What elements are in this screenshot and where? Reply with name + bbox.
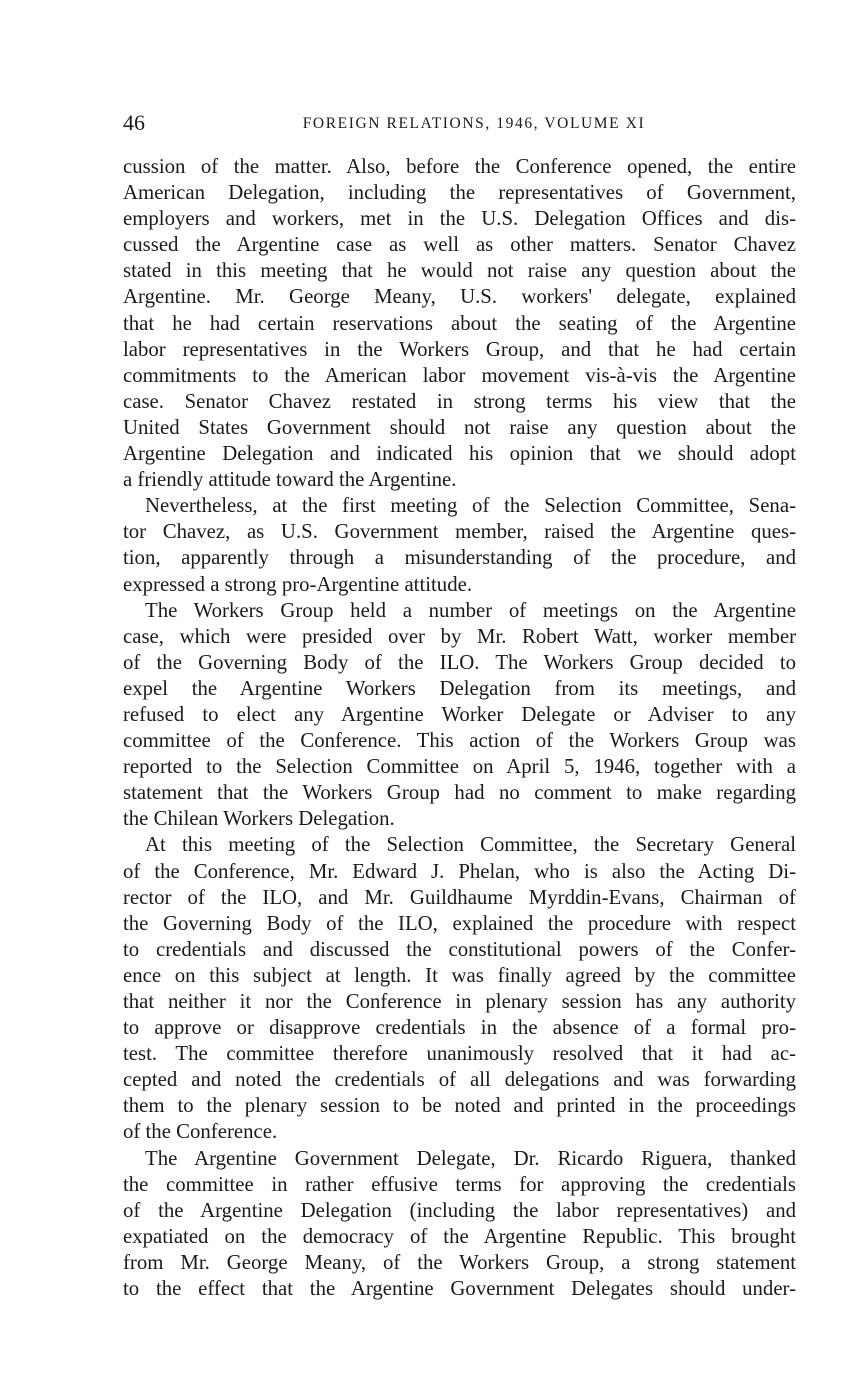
- text-line: of the Argentine Delegation (including the labor representatives) and: [123, 1198, 796, 1222]
- paragraph-4: [123, 832, 796, 1145]
- text-line: to approve or disapprove credentials in the absence of a formal pro-: [123, 1016, 796, 1040]
- text-line: tion, apparently through a misunderstanding of the procedure, and: [123, 546, 796, 570]
- text-line: of the Governing Body of the ILO. The Workers Group decided to: [123, 650, 796, 674]
- text-line: them to the plenary session to be noted and printed in the proceedings: [123, 1094, 796, 1118]
- text-line: American Delegation, including the representatives of Government,: [123, 181, 796, 205]
- text-line: ence on this subject at length. It was finally agreed by the committee: [123, 963, 796, 987]
- text-line: Argentine Delegation and indicated his opinion that we should adopt: [123, 442, 796, 466]
- text-line: the Chilean Workers Delegation.: [123, 807, 395, 831]
- text-line: Nevertheless, at the first meeting of the Selection Committee, Sena-: [145, 494, 796, 518]
- running-head: FOREIGN RELATIONS, 1946, VOLUME XI: [302, 115, 646, 132]
- paragraph-3: [123, 598, 796, 833]
- text-line: of the Conference, Mr. Edward J. Phelan, who is also the Acting Di-: [123, 859, 796, 883]
- text-line: a friendly attitude toward the Argentine.: [123, 468, 457, 492]
- text-line: case. Senator Chavez restated in strong terms his view that the: [123, 389, 796, 413]
- text-line: The Argentine Government Delegate, Dr. Ricardo Riguera, thanked: [145, 1146, 796, 1170]
- text-line: cussion of the matter. Also, before the Conference opened, the entire: [123, 155, 796, 178]
- text-line: from Mr. George Meany, of the Workers Group, a strong statement: [123, 1250, 796, 1274]
- text-line: that he had certain reservations about the seating of the Argentine: [123, 311, 796, 335]
- text-line: statement that the Workers Group had no comment to make regarding: [123, 781, 796, 805]
- text-line: At this meeting of the Selection Committee, the Secretary General: [145, 833, 796, 857]
- text-line: expressed a strong pro-Argentine attitude.: [123, 572, 473, 596]
- text-line: reported to the Selection Committee on April 5, 1946, together with a: [123, 755, 796, 779]
- text-line: to the effect that the Argentine Government Delegates should under-: [123, 1277, 796, 1301]
- text-line: expel the Argentine Workers Delegation from its meetings, and: [123, 676, 796, 700]
- text-line: the Governing Body of the ILO, explained the procedure with respect: [123, 911, 796, 935]
- text-line: committee of the Conference. This action of the Workers Group was: [123, 729, 796, 753]
- text-line: The Workers Group held a number of meetings on the Argentine: [145, 598, 796, 622]
- text-line: employers and workers, met in the U.S. Delegation Offices and dis-: [123, 207, 796, 231]
- text-line: tor Chavez, as U.S. Government member, raised the Argentine ques-: [123, 520, 796, 544]
- text-line: labor representatives in the Workers Group, and that he had certain: [123, 337, 796, 361]
- text-line: test. The committee therefore unanimously resolved that it had ac-: [123, 1042, 796, 1066]
- text-line: the committee in rather effusive terms for approving the credentials: [123, 1172, 796, 1196]
- text-line: Argentine. Mr. George Meany, U.S. workers' delegate, explained: [123, 285, 796, 309]
- text-line: to credentials and discussed the constitutional powers of the Confer-: [123, 937, 796, 961]
- text-line: of the Conference.: [123, 1120, 278, 1144]
- paragraph-2: [123, 493, 796, 597]
- text-line: commitments to the American labor movement vis-à-vis the Argentine: [123, 363, 796, 387]
- text-line: cussed the Argentine case as well as other matters. Senator Chavez: [123, 233, 796, 257]
- text-line: expatiated on the democracy of the Argentine Republic. This brought: [123, 1224, 796, 1248]
- text-line: rector of the ILO, and Mr. Guildhaume Myrddin-Evans, Chairman of: [123, 885, 796, 909]
- page-number: 46: [123, 110, 145, 135]
- text-line: cepted and noted the credentials of all delegations and was forwarding: [123, 1068, 796, 1092]
- text-line: case, which were presided over by Mr. Robert Watt, worker member: [123, 624, 796, 648]
- text-line: that neither it nor the Conference in plenary session has any authority: [123, 990, 796, 1013]
- body-text: [123, 154, 796, 1302]
- text-line: United States Government should not raise any question about the: [123, 415, 796, 439]
- paragraph-1: [123, 154, 796, 493]
- text-line: stated in this meeting that he would not raise any question about the: [123, 259, 796, 283]
- page-header: [123, 108, 795, 138]
- paragraph-5: [123, 1146, 796, 1303]
- text-line: refused to elect any Argentine Worker Delegate or Adviser to any: [123, 702, 796, 726]
